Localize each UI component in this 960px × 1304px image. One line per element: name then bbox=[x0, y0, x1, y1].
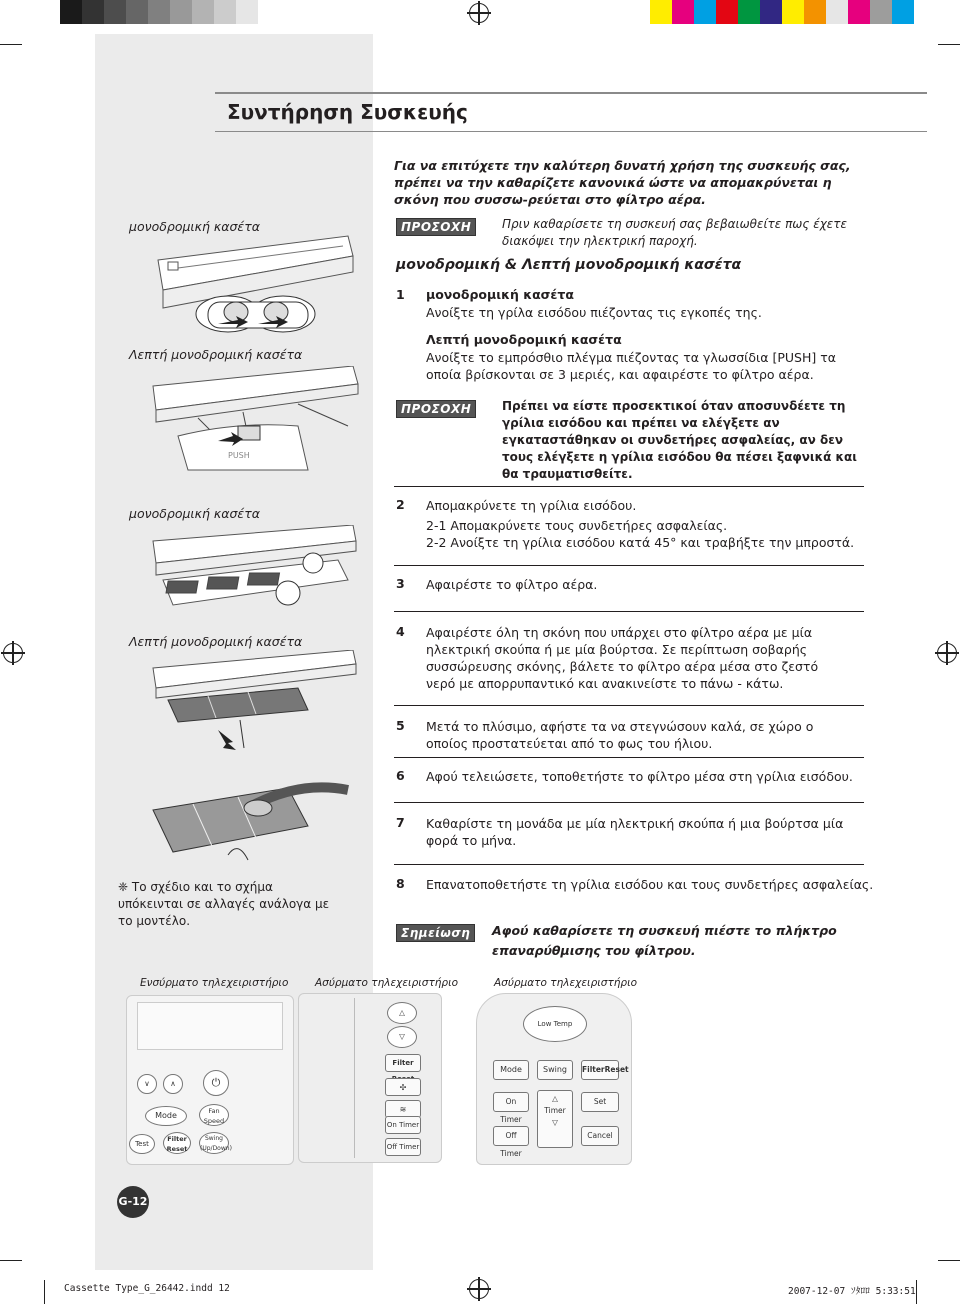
step-text: Αφού τελειώσετε, τοποθετήστε το φίλτρο μέσα στη γρίλια εισόδου. bbox=[426, 769, 853, 784]
swing-icon[interactable]: ≋ bbox=[385, 1100, 421, 1118]
swing-button[interactable]: Swing bbox=[537, 1060, 573, 1080]
temp-up-button[interactable]: △ bbox=[387, 1002, 417, 1024]
gray-swatch bbox=[214, 0, 236, 24]
caution-text: Πριν καθαρίσετε τη συσκευή σας βεβαιωθείτε πως έχετε διακόψει την ηλεκτρική παροχή. bbox=[502, 217, 847, 248]
gray-swatch bbox=[236, 0, 258, 24]
test-button[interactable]: Test bbox=[129, 1134, 155, 1154]
timer-button[interactable]: △ Timer ▽ bbox=[537, 1090, 573, 1148]
color-swatch bbox=[782, 0, 804, 24]
gray-swatch bbox=[104, 0, 126, 24]
page-number: G-12 bbox=[117, 1186, 149, 1218]
color-swatch bbox=[826, 0, 848, 24]
gray-swatch bbox=[126, 0, 148, 24]
caution-badge: ΠΡΟΣΟΧΗ bbox=[396, 216, 476, 235]
crop-mark bbox=[916, 1280, 917, 1304]
cassette-open-illustration bbox=[148, 525, 368, 615]
registration-mark-icon bbox=[937, 643, 957, 663]
color-swatch bbox=[870, 0, 892, 24]
off-timer-button[interactable]: Off Timer bbox=[493, 1126, 529, 1146]
color-swatch bbox=[694, 0, 716, 24]
down-button[interactable]: ∨ bbox=[137, 1074, 157, 1094]
step-text: Ανοίξτε το εμπρόσθιο πλέγμα πιέζοντας τα γλωσσίδια [PUSH] τα οποία βρίσκονται σε 3 μεριές, και αφαιρέστε το φίλτρο αέρα. bbox=[426, 350, 836, 382]
mode-button[interactable]: Mode bbox=[493, 1060, 529, 1080]
divider bbox=[394, 864, 864, 865]
divider bbox=[394, 802, 864, 803]
filter-reset-button[interactable]: FilterReset bbox=[581, 1060, 619, 1080]
filter-reset-button[interactable]: Filter Reset bbox=[163, 1132, 191, 1154]
step-text: 2-2 Ανοίξτε τη γρίλια εισόδου κατά 45° και τραβήξτε την μπροστά. bbox=[426, 535, 855, 550]
step-number: 3 bbox=[396, 576, 405, 591]
step-text: Ανοίξτε τη γρίλα εισόδου πιέζοντας τις εγκοπές της. bbox=[426, 305, 762, 320]
note-text: Αφού καθαρίσετε τη συσκευή πιέστε το πλήκτρο επαναρύθμισης του φίλτρου. bbox=[492, 923, 837, 958]
divider bbox=[394, 757, 864, 758]
cancel-button[interactable]: Cancel bbox=[581, 1126, 619, 1146]
sidebar-label: μονοδρομική κασέτα bbox=[129, 506, 260, 521]
remote-display bbox=[137, 1002, 283, 1050]
divider bbox=[394, 611, 864, 612]
step-text: Αφαιρέστε το φίλτρο αέρα. bbox=[426, 577, 598, 592]
sidebar-label: Λεπτή μονοδρομική κασέτα bbox=[129, 347, 303, 362]
step-number: 7 bbox=[396, 815, 405, 830]
wireless-a-remote bbox=[298, 993, 442, 1163]
color-swatch bbox=[804, 0, 826, 24]
divider bbox=[394, 565, 864, 566]
step-number: 5 bbox=[396, 718, 405, 733]
up-button[interactable]: ∧ bbox=[163, 1074, 183, 1094]
color-swatch bbox=[672, 0, 694, 24]
step-number: 2 bbox=[396, 497, 405, 512]
disclaimer: ❈ Το σχέδιο και το σχήμα υπόκεινται σε αλλαγές ανάλογα με το μοντέλο. bbox=[118, 880, 330, 928]
step-subtitle: μονοδρομική κασέτα bbox=[426, 287, 574, 302]
divider bbox=[394, 486, 864, 487]
cassette-illustration bbox=[148, 232, 368, 342]
gray-swatch bbox=[148, 0, 170, 24]
step-number: 6 bbox=[396, 768, 405, 783]
slim-cassette-filter-illustration bbox=[148, 650, 368, 750]
step-number: 1 bbox=[396, 287, 405, 302]
set-button[interactable]: Set bbox=[581, 1092, 619, 1112]
on-timer-button[interactable]: On Timer bbox=[385, 1116, 421, 1134]
gray-swatch bbox=[170, 0, 192, 24]
fan-icon[interactable]: ✣ bbox=[385, 1078, 421, 1096]
color-swatch bbox=[738, 0, 760, 24]
step-text: Απομακρύνετε τη γρίλια εισόδου. bbox=[426, 498, 637, 513]
power-icon[interactable]: ⏻ bbox=[203, 1070, 229, 1096]
wired-remote-label: Ενσύρματο τηλεχειριστήριο bbox=[132, 972, 302, 994]
step-number: 4 bbox=[396, 624, 405, 639]
footer-date: 2007-12-07 ｿﾀﾛﾛ 5:33:51 bbox=[788, 1286, 916, 1297]
section-heading: μονοδρομική & Λεπτή μονοδρομική κασέτα bbox=[396, 257, 742, 273]
divider bbox=[394, 705, 864, 706]
vacuum-filter-illustration bbox=[148, 770, 368, 870]
color-swatch bbox=[760, 0, 782, 24]
page-title: Συντήρηση Συσκευής bbox=[227, 100, 468, 124]
off-timer-button[interactable]: Off Timer bbox=[385, 1138, 421, 1156]
sidebar-label: Λεπτή μονοδρομική κασέτα bbox=[129, 634, 303, 649]
caution-text: Πρέπει να είστε προσεκτικοί όταν αποσυνδέετε τη γρίλια εισόδου και πρέπει να ελέγξετε αν εγκαταστάθηκαν οι συνδετήρες ασφαλείας, αν δεν τους ελέγξετε η γρίλια εισόδου θα πέσει ξαφνικά και θα τραυματισθείτε. bbox=[502, 399, 857, 481]
wireless-b-remote bbox=[476, 993, 632, 1165]
intro-text: Για να επιτύχετε την καλύτερη δυνατή χρήση της συσκευής σας, πρέπει να την καθαρίζετε κανονικά ώστε να απομακρύνεται η σκόνη που συσσω-ρεύεται στο φίλτρο αέρα. bbox=[394, 158, 851, 207]
crop-mark bbox=[0, 44, 22, 45]
crop-mark bbox=[938, 1260, 960, 1261]
color-swatch bbox=[848, 0, 870, 24]
registration-mark-icon bbox=[469, 1279, 489, 1299]
step-text: 2-1 Απομακρύνετε τους συνδετήρες ασφαλείας. bbox=[426, 518, 728, 533]
step-text: Καθαρίστε τη μονάδα με μία ηλεκτρική σκούπα ή μια βούρτσα μία φορά το μήνα. bbox=[426, 816, 844, 848]
temp-down-button[interactable]: ▽ bbox=[387, 1026, 417, 1048]
push-label: PUSH bbox=[228, 451, 250, 460]
step-text: Επανατοποθετήστε τη γρίλια εισόδου και τους συνδετήρες ασφαλείας. bbox=[426, 877, 874, 892]
gray-swatch bbox=[82, 0, 104, 24]
sidebar-label: μονοδρομική κασέτα bbox=[129, 219, 260, 234]
mode-button[interactable]: Mode bbox=[145, 1106, 187, 1126]
wired-remote bbox=[126, 995, 294, 1165]
step-number: 8 bbox=[396, 876, 405, 891]
remote-side-panel bbox=[309, 998, 355, 1158]
wireless-a-remote-label: Ασύρματο τηλεχειριστήριο bbox=[307, 972, 487, 994]
step-text: Μετά το πλύσιμο, αφήστε τα να στεγνώσουν καλά, σε χώρο ο οποίος προστατεύεται από το φως του ήλιου. bbox=[426, 719, 814, 751]
registration-mark-icon bbox=[3, 643, 23, 663]
caution-badge: ΠΡΟΣΟΧΗ bbox=[396, 398, 476, 417]
gray-swatch bbox=[60, 0, 82, 24]
step-text: Αφαιρέστε όλη τη σκόνη που υπάρχει στο φίλτρο αέρα με μία ηλεκτρική σκούπα ή με μία βούρτσα. Σε περίπτωση σοβαρής συσσώρευσης σκόνης, βάλετε το φίλτρο αέρα μέσα στο ζεστό νερό με απορρυπαντικό και ανακινείστε το πάνω - κάτω. bbox=[426, 625, 819, 691]
crop-mark bbox=[44, 1280, 45, 1304]
crop-mark bbox=[938, 44, 960, 45]
note-badge: Σημείωση bbox=[396, 922, 475, 941]
color-swatch bbox=[650, 0, 672, 24]
color-swatch bbox=[892, 0, 914, 24]
slim-cassette-illustration bbox=[148, 366, 368, 471]
color-swatch bbox=[716, 0, 738, 24]
filter-reset-button[interactable]: Filter bbox=[385, 1054, 421, 1072]
wireless-b-remote-label: Ασύρματο τηλεχειριστήριο bbox=[486, 972, 666, 994]
low-temp-button[interactable]: Low Temp bbox=[523, 1006, 587, 1042]
crop-mark bbox=[0, 1260, 22, 1261]
step-subtitle: Λεπτή μονοδρομική κασέτα bbox=[426, 332, 622, 347]
fan-speed-button[interactable]: Fan Speed bbox=[199, 1104, 229, 1126]
page-header bbox=[215, 92, 927, 132]
gray-swatch bbox=[192, 0, 214, 24]
registration-mark-icon bbox=[469, 3, 489, 23]
on-timer-button[interactable]: On Timer bbox=[493, 1092, 529, 1112]
footer-file: Cassette Type_G_26442.indd 12 bbox=[64, 1283, 230, 1294]
swing-button[interactable]: Swing (Up/Down) bbox=[199, 1132, 229, 1154]
